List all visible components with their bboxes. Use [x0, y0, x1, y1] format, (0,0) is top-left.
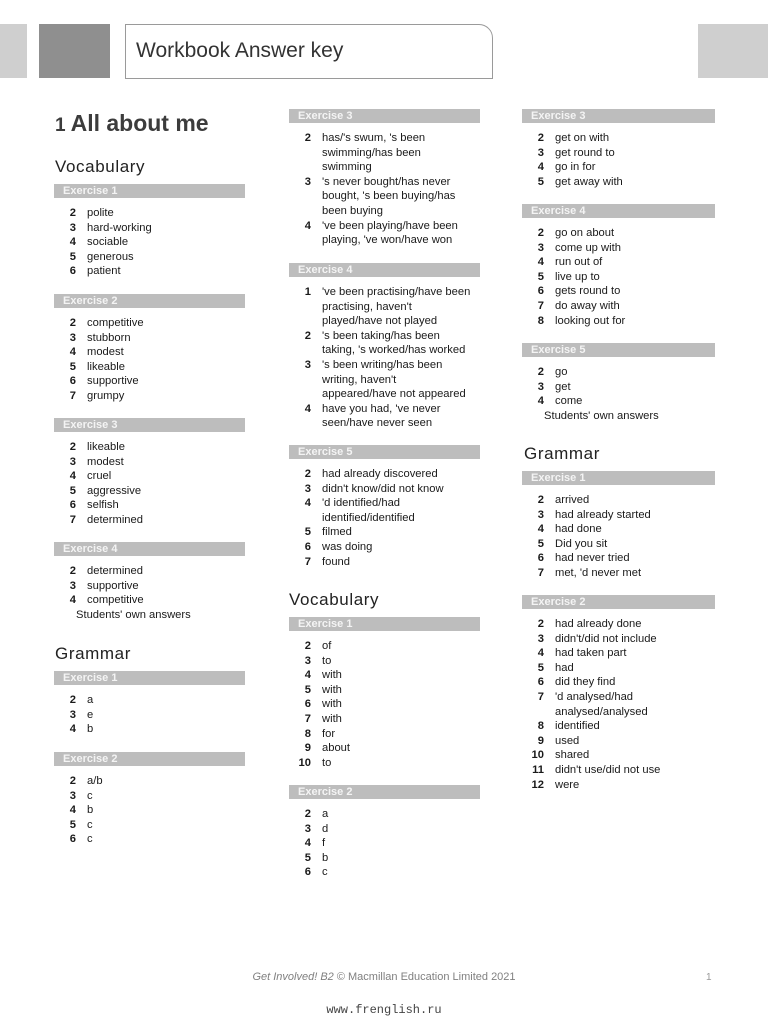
answer-text: competitive — [87, 594, 144, 607]
answer-number: 6 — [304, 698, 311, 711]
answer-number: 4 — [537, 256, 544, 269]
students-own-answers-note: Students' own answers — [76, 608, 191, 621]
exercise-2-header: Exercise 2 — [54, 294, 245, 308]
answer-text: polite — [87, 207, 114, 219]
answer-number: 4 — [69, 723, 76, 736]
answer-number: 7 — [304, 555, 311, 568]
footer-copyright: © Macmillan Education Limited 2021 — [333, 971, 516, 983]
unit-marker-tab — [39, 24, 110, 78]
answer-text: b — [87, 804, 94, 817]
answer-text: live up to — [555, 270, 600, 283]
answer-text: a — [322, 808, 329, 820]
right-edge-tab — [698, 24, 768, 78]
unit-heading — [55, 110, 209, 137]
answer-number: 2 — [537, 227, 544, 239]
answer-text: c — [87, 818, 93, 831]
answer-text: modest — [87, 346, 124, 359]
answer-text: hard-working — [87, 221, 152, 234]
exercise-4-header: Exercise 4 — [54, 542, 245, 556]
answer-text: cruel — [87, 470, 112, 483]
answer-number: 3 — [537, 380, 544, 393]
vocabulary-exercise-1-header: Exercise 1 — [289, 617, 480, 631]
answer-text: determined — [87, 565, 143, 577]
answer-number: 5 — [69, 818, 76, 831]
answer-text: with — [322, 669, 342, 682]
answer-number: 2 — [69, 565, 76, 577]
answer-number: 3 — [304, 175, 311, 188]
answer-text: gets round to — [555, 285, 621, 298]
answer-number: 9 — [537, 734, 544, 747]
answer-text: did they find — [555, 676, 616, 689]
answer-number: 7 — [69, 390, 76, 402]
answer-text: had already done — [555, 618, 642, 630]
exercise-3-header: Exercise 3 — [289, 109, 480, 123]
answer-text: go in for — [555, 161, 596, 174]
answer-number: 2 — [69, 441, 76, 453]
answer-text: met, 'd never met — [555, 567, 642, 579]
answer-number: 6 — [537, 285, 544, 298]
answer-number: 3 — [537, 632, 544, 645]
answer-number: 6 — [69, 375, 76, 388]
answer-text: didn't use/did not use — [555, 764, 661, 776]
answer-number: 4 — [304, 669, 311, 682]
answer-number: 5 — [304, 683, 311, 696]
answer-number: 4 — [69, 346, 76, 359]
answer-text: likeable — [87, 360, 125, 373]
answer-number: 4 — [69, 594, 76, 607]
answer-number: 7 — [537, 300, 544, 312]
answer-text: generous — [87, 250, 134, 263]
answer-number: 7 — [537, 567, 544, 579]
answer-text: get on with — [555, 132, 610, 144]
answer-text: c — [87, 833, 93, 846]
answer-text: c — [87, 789, 93, 802]
answer-text: didn't know/did not know — [322, 482, 444, 495]
answer-number: 3 — [537, 508, 544, 521]
answer-number: 6 — [537, 676, 544, 689]
footer-book-title: Get Involved! B2 — [252, 971, 334, 983]
answer-number: 4 — [304, 497, 311, 510]
answer-number: 3 — [69, 789, 76, 802]
header-box — [125, 24, 493, 79]
answer-number: 3 — [69, 455, 76, 468]
answer-number: 7 — [69, 514, 76, 526]
answer-number: 2 — [69, 317, 76, 329]
answer-text: with — [322, 698, 342, 711]
answer-text: go on about — [555, 227, 615, 239]
answer-text: selfish — [87, 499, 119, 512]
answer-text: 's been writing/has been writing, haven't appeared/have not appeared — [322, 359, 466, 401]
answer-number: 2 — [304, 640, 311, 652]
answer-text: 've been playing/have been playing, 've won/have won — [322, 219, 458, 247]
answer-text: get round to — [555, 146, 615, 159]
answer-number: 2 — [304, 132, 311, 144]
answer-text: had never tried — [555, 552, 630, 565]
answer-number: 2 — [537, 366, 544, 378]
answer-number: 2 — [537, 132, 544, 144]
answer-text: was doing — [322, 541, 373, 553]
answer-number: 4 — [69, 470, 76, 483]
answer-text: have you had, 've never seen/have never seen — [322, 402, 441, 430]
answer-text: had done — [555, 523, 602, 536]
answer-text: c — [322, 866, 328, 879]
answer-text: determined — [87, 514, 143, 526]
exercise-1-header: Exercise 1 — [54, 184, 245, 198]
answer-text: 've been practising/have been practising, haven't played/have not played — [322, 286, 471, 328]
answer-text: filmed — [322, 526, 352, 539]
exercise-5-header: Exercise 5 — [522, 343, 715, 357]
answer-text: of — [322, 640, 332, 652]
answer-text: e — [87, 708, 94, 721]
answer-number: 5 — [304, 526, 311, 539]
answer-text: to — [322, 654, 332, 667]
answer-number: 3 — [304, 359, 311, 371]
answer-number: 5 — [69, 250, 76, 263]
vocabulary-exercise-2-header: Exercise 2 — [289, 785, 480, 799]
answer-number: 5 — [537, 661, 544, 674]
answer-text: didn't/did not include — [555, 632, 657, 645]
answer-text: competitive — [87, 317, 144, 329]
answer-text: 'd analysed/had analysed/analysed — [555, 691, 648, 718]
section-grammar: Grammar — [55, 644, 131, 663]
answer-number: 2 — [304, 468, 311, 480]
answer-text: used — [555, 734, 580, 747]
answer-number: 2 — [69, 775, 76, 787]
answer-number: 7 — [304, 713, 311, 725]
answer-number: 8 — [304, 727, 311, 740]
answer-number: 2 — [69, 207, 76, 219]
left-edge-tab — [0, 24, 27, 78]
exercise-3-header: Exercise 3 — [54, 418, 245, 432]
section-vocabulary: Vocabulary — [289, 590, 380, 609]
answer-number: 10 — [298, 756, 311, 769]
answer-number: 3 — [69, 331, 76, 344]
answer-text: b — [87, 723, 94, 736]
answer-text: go — [555, 366, 568, 378]
answer-number: 12 — [531, 778, 544, 791]
answer-text: looking out for — [555, 314, 626, 327]
answer-text: identified — [555, 720, 600, 733]
answer-number: 6 — [69, 499, 76, 512]
answer-text: were — [555, 778, 580, 791]
answer-number: 3 — [69, 708, 76, 721]
answer-text: had already discovered — [322, 468, 438, 480]
answer-text: b — [322, 851, 329, 864]
answer-text: has/'s swum, 's been swimming/has been swimming — [322, 132, 426, 174]
answer-number: 5 — [304, 851, 311, 864]
grammar-exercise-2-header: Exercise 2 — [54, 752, 245, 766]
answer-text: found — [322, 555, 350, 568]
answer-number: 4 — [537, 395, 544, 408]
answer-number: 6 — [304, 541, 311, 553]
answer-text: a/b — [87, 775, 103, 787]
answer-number: 5 — [537, 537, 544, 550]
answer-number: 6 — [69, 833, 76, 846]
footer — [0, 971, 768, 983]
answer-text: Did you sit — [555, 537, 608, 550]
answer-number: 4 — [69, 804, 76, 817]
answer-text: had already started — [555, 508, 651, 521]
answer-number: 11 — [532, 764, 544, 776]
answer-text: a — [87, 694, 94, 706]
answer-text: 'd identified/had identified/identified — [322, 497, 415, 524]
answer-number: 6 — [304, 866, 311, 879]
answer-number: 3 — [304, 654, 311, 667]
answer-number: 9 — [304, 742, 311, 755]
answer-number: 3 — [69, 221, 76, 234]
answer-text: run out of — [555, 256, 603, 269]
answer-number: 2 — [69, 694, 76, 706]
answer-text: patient — [87, 265, 121, 278]
answer-text: supportive — [87, 375, 139, 388]
answer-text: to — [322, 756, 332, 769]
answer-text: sociable — [87, 236, 129, 249]
answer-text: had taken part — [555, 647, 627, 660]
exercise-3-header: Exercise 3 — [522, 109, 715, 123]
answer-number: 6 — [69, 265, 76, 278]
answer-text: aggressive — [87, 484, 142, 497]
answer-text: 's never bought/has never bought, 's been buying/has been buying — [322, 175, 456, 217]
answer-number: 2 — [537, 618, 544, 630]
answer-text: d — [322, 822, 329, 835]
page-number: 1 — [706, 972, 712, 983]
grammar-exercise-1-header: Exercise 1 — [522, 471, 715, 485]
answer-number: 2 — [304, 808, 311, 820]
answer-number: 2 — [304, 329, 311, 342]
answer-number: 2 — [537, 494, 544, 506]
answer-text: f — [322, 837, 326, 850]
answer-number: 4 — [537, 161, 544, 174]
unit-title: All about me — [70, 110, 209, 136]
answer-number: 8 — [537, 314, 544, 327]
answer-number: 5 — [69, 360, 76, 373]
answer-number: 5 — [537, 270, 544, 283]
exercise-4-header: Exercise 4 — [522, 204, 715, 218]
answer-text: about — [322, 742, 350, 755]
answer-text: shared — [555, 749, 590, 762]
answer-text: get — [555, 380, 571, 393]
answer-number: 3 — [69, 579, 76, 592]
answer-number: 5 — [69, 484, 76, 497]
answer-text: get away with — [555, 175, 623, 188]
answer-text: grumpy — [87, 390, 125, 402]
answer-text: with — [322, 683, 342, 696]
answer-number: 3 — [537, 241, 544, 254]
answer-number: 4 — [304, 402, 311, 415]
exercise-5-header: Exercise 5 — [289, 445, 480, 459]
answer-number: 6 — [537, 552, 544, 565]
page-title: Workbook Answer key — [136, 39, 344, 62]
answer-number: 4 — [304, 219, 311, 232]
answer-number: 10 — [531, 749, 544, 762]
section-vocabulary: Vocabulary — [55, 157, 146, 176]
section-grammar: Grammar — [524, 444, 600, 463]
answer-number: 3 — [304, 482, 311, 495]
answer-text: stubborn — [87, 331, 131, 344]
answer-number: 4 — [69, 236, 76, 249]
answer-text: modest — [87, 455, 124, 468]
answer-text: likeable — [87, 441, 125, 453]
answer-text: supportive — [87, 579, 139, 592]
watermark: www.frenglish.ru — [326, 1003, 442, 1017]
answer-number: 7 — [537, 691, 544, 703]
exercise-4-header: Exercise 4 — [289, 263, 480, 277]
answer-number: 1 — [304, 286, 311, 298]
answer-number: 3 — [537, 146, 544, 159]
answer-text: 's been taking/has been taking, 's worked/has worked — [322, 329, 466, 357]
students-own-answers-note: Students' own answers — [544, 409, 659, 422]
answer-number: 8 — [537, 720, 544, 733]
answer-text: for — [322, 727, 336, 740]
answer-number: 4 — [537, 647, 544, 660]
answer-text: come up with — [555, 241, 621, 254]
answer-number: 4 — [304, 837, 311, 850]
answer-text: with — [322, 713, 342, 725]
answer-text: had — [555, 661, 574, 674]
answer-text: arrived — [555, 494, 590, 506]
answer-number: 3 — [304, 822, 311, 835]
answer-text: come — [555, 395, 583, 408]
grammar-exercise-1-header: Exercise 1 — [54, 671, 245, 685]
answer-number: 4 — [537, 523, 544, 536]
answer-text: do away with — [555, 300, 620, 312]
unit-number: 1 — [55, 115, 66, 136]
answer-number: 5 — [537, 175, 544, 188]
grammar-exercise-2-header: Exercise 2 — [522, 595, 715, 609]
